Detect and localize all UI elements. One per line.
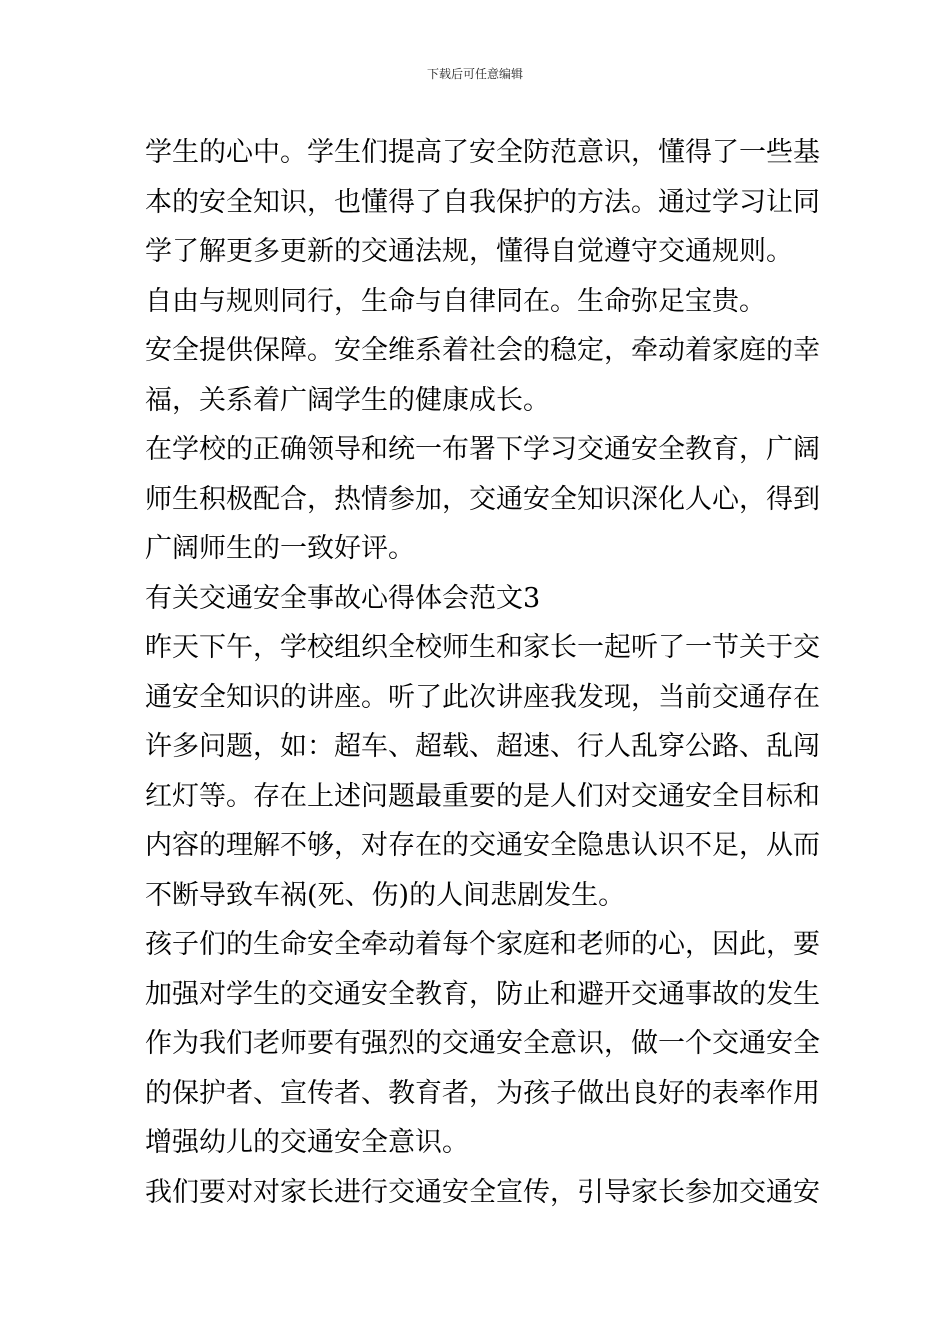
text-line: 加强对学生的交通安全教育，防止和避开交通事故的发生: [145, 978, 820, 1010]
text-line: 在学校的正确领导和统一布署下学习交通安全教育，广阔: [145, 434, 820, 465]
paragraph: [145, 1168, 820, 1218]
heading-line: 有关交通安全事故心得体会范文3: [145, 582, 541, 614]
text-line: 许多问题，如：超车、超载、超速、行人乱穿公路、乱闯: [145, 731, 820, 762]
text-line: 广阔师生的一致好评。: [145, 533, 415, 564]
text-line: 师生积极配合，热情参加，交通安全知识深化人心，得到: [145, 483, 820, 515]
paragraph: [145, 326, 820, 425]
paragraph: [145, 920, 820, 1168]
page-header: 下载后可任意编辑: [426, 67, 523, 81]
paragraph: [145, 277, 815, 327]
text-line: 孩子们的生命安全牵动着每个家庭和老师的心，因此，要: [145, 929, 820, 960]
text-line: 不断导致车祸(死、伤)的人间悲剧发生。: [145, 879, 626, 911]
text-line: 通安全知识的讲座。听了此次讲座我发现，当前交通存在: [145, 681, 820, 713]
section-heading: [145, 574, 815, 624]
document-body: [145, 128, 820, 1217]
text-line: 昨天下午，学校组织全校师生和家长一起听了一节关于交: [145, 632, 820, 663]
paragraph: [145, 425, 820, 574]
text-line: 福，关系着广阔学生的健康成长。: [145, 384, 550, 416]
text-line: 增强幼儿的交通安全意识。: [145, 1127, 469, 1158]
paragraph: [145, 623, 820, 920]
text-line: 学了解更多更新的交通法规，懂得自觉遵守交通规则。: [145, 236, 793, 267]
text-line: 本的安全知识，也懂得了自我保护的方法。通过学习让同: [145, 186, 820, 218]
text-line: 的保护者、宣传者、教育者，为孩子做出良好的表率作用: [145, 1077, 820, 1109]
text-line: 我们要对对家长进行交通安全宣传，引导家长参加交通安: [145, 1176, 820, 1208]
paragraph: [145, 128, 820, 277]
text-line: 内容的理解不够，对存在的交通安全隐患认识不足，从而: [145, 830, 820, 861]
text-line: 安全提供保障。安全维系着社会的稳定，牵动着家庭的幸: [145, 335, 820, 366]
text-line: 作为我们老师要有强烈的交通安全意识，做一个交通安全: [145, 1028, 820, 1059]
text-line: 自由与规则同行，生命与自律同在。生命弥足宝贵。: [145, 285, 766, 317]
text-line: 红灯等。存在上述问题最重要的是人们对交通安全目标和: [145, 780, 820, 812]
text-line: 学生的心中。学生们提高了安全防范意识，懂得了一些基: [145, 137, 820, 168]
